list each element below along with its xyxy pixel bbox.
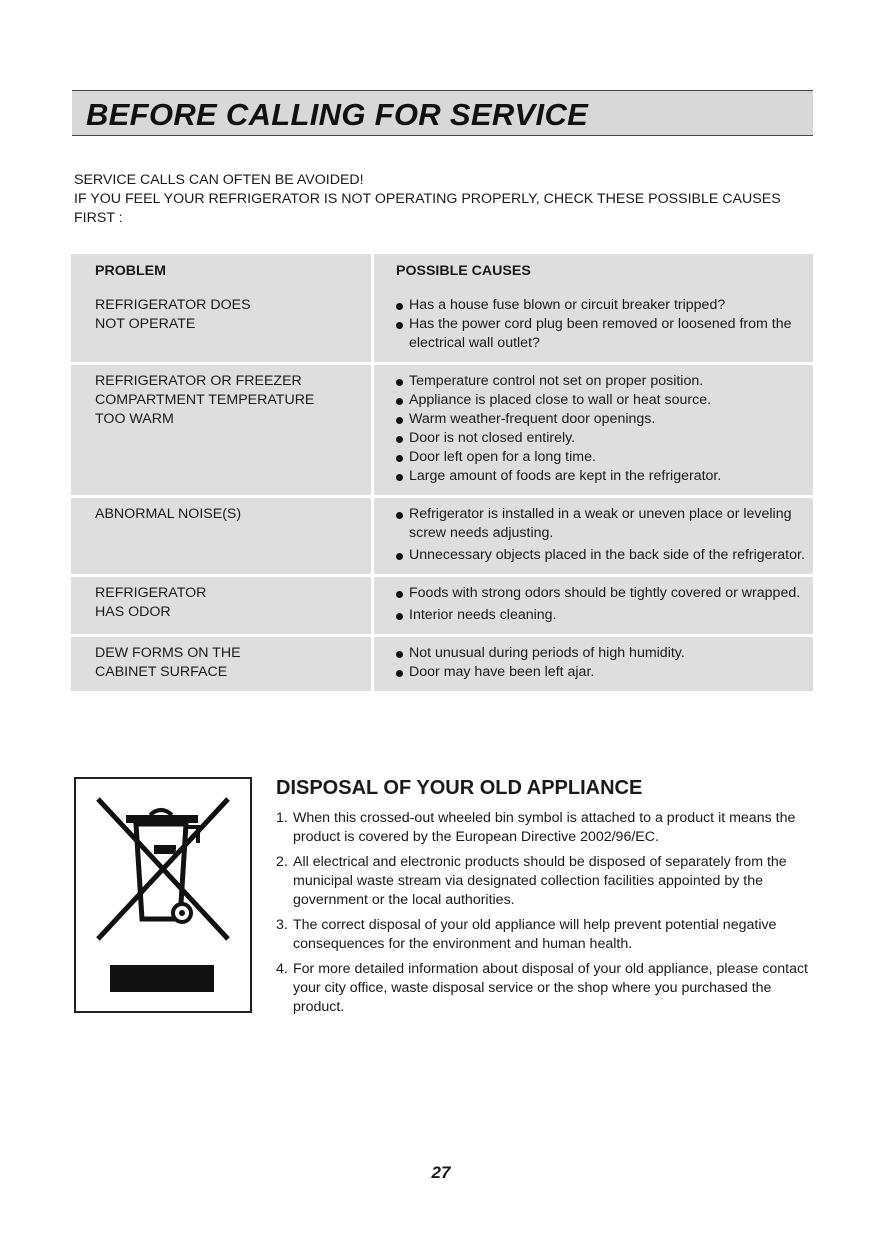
problem-text: REFRIGERATOR xyxy=(95,585,207,601)
intro-line-2: IF YOU FEEL YOUR REFRIGERATOR IS NOT OPERATING PROPERLY, CHECK THESE POSSIBLE CAUSES FIRST : xyxy=(74,191,781,226)
causes-cell xyxy=(374,495,813,574)
cause-item: Has the power cord plug been removed or loosened from the electrical wall outlet? xyxy=(396,315,813,353)
item-text: For more detailed information about disposal of your old appliance, please contact your city office, waste disposal service or the shop where you purchased the product. xyxy=(293,961,808,1015)
problem-text: HAS ODOR xyxy=(95,604,171,620)
item-number: 3. xyxy=(276,917,288,933)
table-row xyxy=(71,495,813,574)
list-item xyxy=(276,853,816,910)
problem-cell xyxy=(71,634,374,691)
item-number: 1. xyxy=(276,810,288,826)
cause-item: Door is not closed entirely. xyxy=(396,429,813,448)
problem-cell xyxy=(71,289,374,362)
table-header-row xyxy=(71,254,813,289)
disposal-title: DISPOSAL OF YOUR OLD APPLIANCE xyxy=(276,777,643,799)
table-row xyxy=(71,634,813,691)
problem-text: ABNORMAL NOISE(S) xyxy=(95,506,242,522)
item-text: When this crossed-out wheeled bin symbol is attached to a product it means the product is covered by the European Directive 2002/96/EC. xyxy=(293,810,796,845)
problem-text: REFRIGERATOR OR FREEZER xyxy=(95,373,302,389)
list-item xyxy=(276,960,816,1017)
problem-text: CABINET SURFACE xyxy=(95,664,228,680)
causes-cell xyxy=(374,634,813,691)
causes-cell xyxy=(374,289,813,362)
problem-text: REFRIGERATOR DOES xyxy=(95,297,251,313)
column-header-problem: PROBLEM xyxy=(71,254,374,289)
problem-text: TOO WARM xyxy=(95,411,174,427)
cause-item: Appliance is placed close to wall or heat source. xyxy=(396,391,813,410)
cause-item: Refrigerator is installed in a weak or uneven place or leveling screw needs adjusting. xyxy=(396,505,813,543)
cause-item: Temperature control not set on proper position. xyxy=(396,372,813,391)
cause-item: Interior needs cleaning. xyxy=(396,606,813,625)
page-title: BEFORE CALLING FOR SERVICE xyxy=(86,97,589,132)
cause-item: Foods with strong odors should be tightly covered or wrapped. xyxy=(396,584,813,603)
cause-item: Door left open for a long time. xyxy=(396,448,813,467)
cause-item: Door may have been left ajar. xyxy=(396,663,813,682)
title-bar xyxy=(72,90,813,136)
disposal-list xyxy=(276,809,816,1023)
item-text: All electrical and electronic products should be disposed of separately from the municipal waste stream via designated collection facilities appointed by the government or the local authorities. xyxy=(293,854,787,908)
intro-text xyxy=(74,171,814,228)
item-number: 4. xyxy=(276,961,288,977)
problem-text: COMPARTMENT TEMPERATURE xyxy=(95,392,315,408)
list-item xyxy=(276,916,816,954)
weee-symbol-box xyxy=(74,777,252,1013)
causes-cell xyxy=(374,362,813,495)
cause-item: Warm weather-frequent door openings. xyxy=(396,410,813,429)
problem-cell xyxy=(71,362,374,495)
list-item xyxy=(276,809,816,847)
item-number: 2. xyxy=(276,854,288,870)
causes-cell xyxy=(374,574,813,634)
table-row xyxy=(71,574,813,634)
table-row xyxy=(71,289,813,362)
table-row xyxy=(71,362,813,495)
problem-text: NOT OPERATE xyxy=(95,316,196,332)
problem-cell xyxy=(71,574,374,634)
cause-item: Large amount of foods are kept in the refrigerator. xyxy=(396,467,813,486)
cause-item: Not unusual during periods of high humidity. xyxy=(396,644,813,663)
column-header-causes: POSSIBLE CAUSES xyxy=(374,254,813,289)
cause-item: Has a house fuse blown or circuit breaker tripped? xyxy=(396,296,813,315)
item-text: The correct disposal of your old appliance will help prevent potential negative consequences for the environment and human health. xyxy=(293,917,777,952)
problem-text: DEW FORMS ON THE xyxy=(95,645,241,661)
cause-item: Unnecessary objects placed in the back side of the refrigerator. xyxy=(396,546,813,565)
page-number: 27 xyxy=(431,1163,451,1182)
intro-line-1: SERVICE CALLS CAN OFTEN BE AVOIDED! xyxy=(74,172,364,188)
troubleshooting-table xyxy=(71,254,813,691)
problem-cell xyxy=(71,495,374,574)
crossed-out-wheeled-bin-icon xyxy=(76,779,250,1011)
